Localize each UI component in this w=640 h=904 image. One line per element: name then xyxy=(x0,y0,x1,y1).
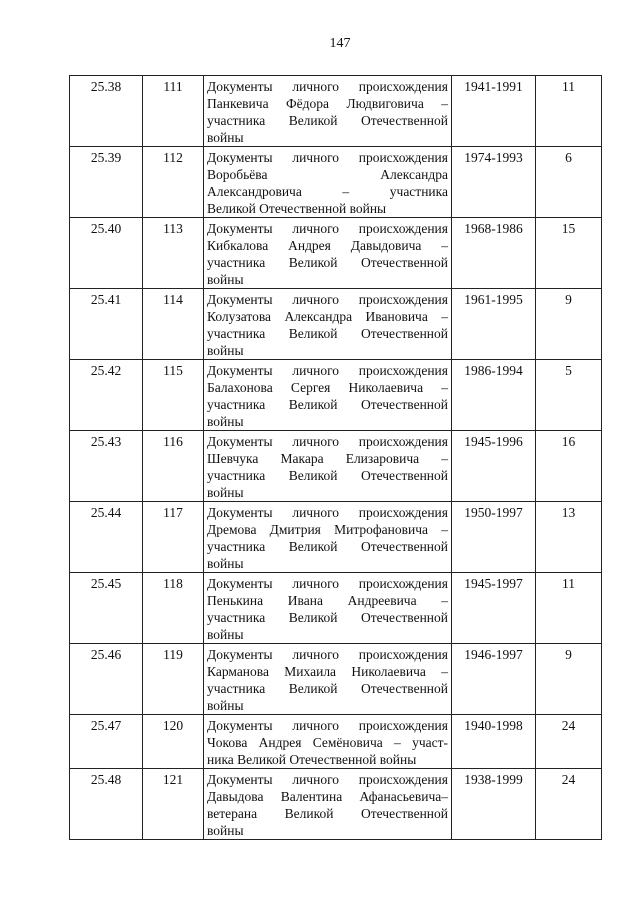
description-line: Панкевича Фёдора Людвиговича – xyxy=(207,96,448,111)
description-line: Документы личного происхождения xyxy=(207,772,448,787)
description-line: участника Великой Отечественной xyxy=(207,326,448,341)
description-line: Документы личного происхождения xyxy=(207,434,448,449)
inventory-number-cell: 120 xyxy=(143,715,204,769)
description-cell xyxy=(204,573,452,644)
sheet-count-cell: 9 xyxy=(536,644,602,715)
description-line: участника Великой Отечественной xyxy=(207,255,448,270)
date-range-cell: 1974-1993 xyxy=(452,147,536,218)
record-number-cell: 25.46 xyxy=(70,644,143,715)
description-line: войны xyxy=(207,627,244,642)
inventory-number-cell: 115 xyxy=(143,360,204,431)
description-line: Дремова Дмитрия Митрофановича – xyxy=(207,522,448,537)
description-cell xyxy=(204,502,452,573)
record-number-cell: 25.40 xyxy=(70,218,143,289)
record-number-cell: 25.44 xyxy=(70,502,143,573)
inventory-number-cell: 116 xyxy=(143,431,204,502)
records-table xyxy=(69,75,602,840)
description-line: войны xyxy=(207,556,244,571)
table-row xyxy=(70,289,602,360)
date-range-cell: 1950-1997 xyxy=(452,502,536,573)
sheet-count-cell: 24 xyxy=(536,769,602,840)
description-line: участника Великой Отечественной xyxy=(207,113,448,128)
table-row xyxy=(70,573,602,644)
description-line: Давыдова Валентина Афанасьевича– xyxy=(207,789,448,804)
description-line: Великой Отечественной войны xyxy=(207,201,387,216)
description-line: Кибкалова Андрея Давыдовича – xyxy=(207,238,448,253)
description-line: войны xyxy=(207,823,244,838)
description-line: Документы личного происхождения xyxy=(207,718,448,733)
sheet-count-cell: 11 xyxy=(536,573,602,644)
inventory-number-cell: 117 xyxy=(143,502,204,573)
description-line: Документы личного происхождения xyxy=(207,576,448,591)
record-number-cell: 25.42 xyxy=(70,360,143,431)
sheet-count-cell: 5 xyxy=(536,360,602,431)
description-line: Колузатова Александра Ивановича – xyxy=(207,309,448,324)
description-line: Александровича – участника xyxy=(207,184,448,199)
table-row xyxy=(70,769,602,840)
inventory-number-cell: 119 xyxy=(143,644,204,715)
inventory-number-cell: 113 xyxy=(143,218,204,289)
inventory-number-cell: 121 xyxy=(143,769,204,840)
description-cell xyxy=(204,218,452,289)
table-row xyxy=(70,431,602,502)
description-line: Документы личного происхождения xyxy=(207,292,448,307)
record-number-cell: 25.43 xyxy=(70,431,143,502)
description-line: войны xyxy=(207,272,244,287)
inventory-number-cell: 118 xyxy=(143,573,204,644)
date-range-cell: 1940-1998 xyxy=(452,715,536,769)
description-line: Карманова Михаила Николаевича – xyxy=(207,664,448,679)
record-number-cell: 25.45 xyxy=(70,573,143,644)
description-line: участника Великой Отечественной xyxy=(207,539,448,554)
description-line: участника Великой Отечественной xyxy=(207,468,448,483)
description-cell xyxy=(204,147,452,218)
date-range-cell: 1945-1996 xyxy=(452,431,536,502)
table-row xyxy=(70,76,602,147)
sheet-count-cell: 6 xyxy=(536,147,602,218)
description-line: ветерана Великой Отечественной xyxy=(207,806,448,821)
description-line: войны xyxy=(207,414,244,429)
records-table-body xyxy=(70,76,602,840)
description-cell xyxy=(204,360,452,431)
sheet-count-cell: 15 xyxy=(536,218,602,289)
date-range-cell: 1941-1991 xyxy=(452,76,536,147)
description-line: Документы личного происхождения xyxy=(207,221,448,236)
description-line: Воробьёва Александра xyxy=(207,167,448,182)
date-range-cell: 1961-1995 xyxy=(452,289,536,360)
description-line: войны xyxy=(207,698,244,713)
table-row xyxy=(70,360,602,431)
description-cell xyxy=(204,431,452,502)
table-row xyxy=(70,147,602,218)
date-range-cell: 1946-1997 xyxy=(452,644,536,715)
record-number-cell: 25.39 xyxy=(70,147,143,218)
description-line: Документы личного происхождения xyxy=(207,79,448,94)
inventory-number-cell: 111 xyxy=(143,76,204,147)
description-line: Документы личного происхождения xyxy=(207,150,448,165)
table-row xyxy=(70,644,602,715)
description-cell xyxy=(204,644,452,715)
table-row xyxy=(70,502,602,573)
description-line: Документы личного происхождения xyxy=(207,363,448,378)
table-row xyxy=(70,218,602,289)
description-cell xyxy=(204,76,452,147)
description-line: Документы личного происхождения xyxy=(207,647,448,662)
date-range-cell: 1945-1997 xyxy=(452,573,536,644)
date-range-cell: 1968-1986 xyxy=(452,218,536,289)
description-line: войны xyxy=(207,130,244,145)
sheet-count-cell: 16 xyxy=(536,431,602,502)
page-number: 147 xyxy=(329,36,351,51)
sheet-count-cell: 13 xyxy=(536,502,602,573)
description-line: Чокова Андрея Семёновича – участ- xyxy=(207,735,448,750)
description-line: Балахонова Сергея Николаевича – xyxy=(207,380,448,395)
sheet-count-cell: 24 xyxy=(536,715,602,769)
description-line: Шевчука Макара Елизаровича – xyxy=(207,451,448,466)
record-number-cell: 25.47 xyxy=(70,715,143,769)
description-cell xyxy=(204,769,452,840)
description-cell xyxy=(204,289,452,360)
record-number-cell: 25.41 xyxy=(70,289,143,360)
inventory-number-cell: 114 xyxy=(143,289,204,360)
sheet-count-cell: 11 xyxy=(536,76,602,147)
record-number-cell: 25.48 xyxy=(70,769,143,840)
table-row xyxy=(70,715,602,769)
date-range-cell: 1986-1994 xyxy=(452,360,536,431)
date-range-cell: 1938-1999 xyxy=(452,769,536,840)
description-line: войны xyxy=(207,343,244,358)
description-cell xyxy=(204,715,452,769)
description-line: войны xyxy=(207,485,244,500)
description-line: ника Великой Отечественной войны xyxy=(207,752,417,767)
description-line: участника Великой Отечественной xyxy=(207,397,448,412)
sheet-count-cell: 9 xyxy=(536,289,602,360)
description-line: участника Великой Отечественной xyxy=(207,610,448,625)
inventory-number-cell: 112 xyxy=(143,147,204,218)
description-line: Пенькина Ивана Андреевича – xyxy=(207,593,448,608)
description-line: участника Великой Отечественной xyxy=(207,681,448,696)
record-number-cell: 25.38 xyxy=(70,76,143,147)
description-line: Документы личного происхождения xyxy=(207,505,448,520)
